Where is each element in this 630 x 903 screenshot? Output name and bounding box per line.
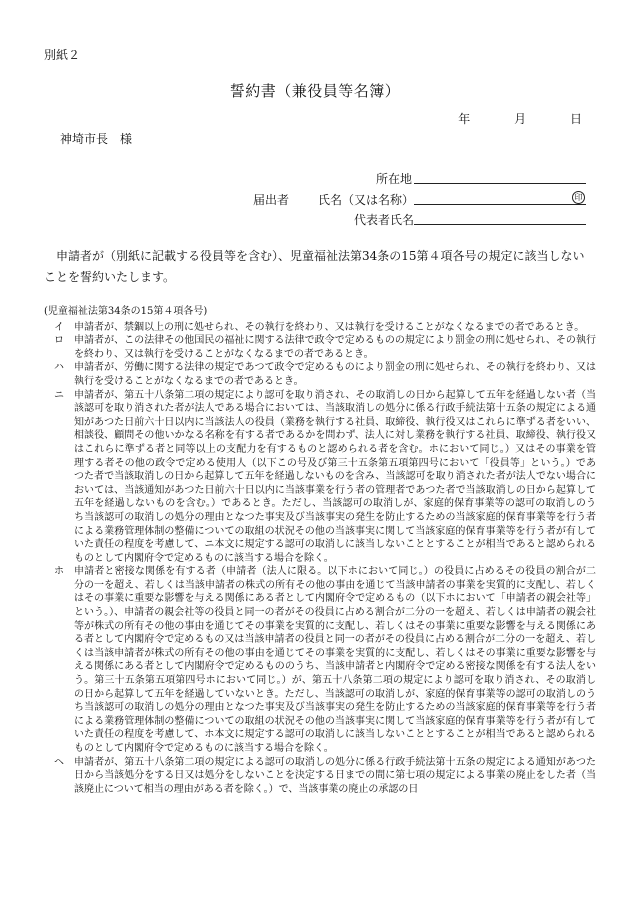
provision-text: 申請者が、労働に関する法律の規定であつて政令で定めるものにより罰金の刑に処せられ、その執行を終わり、又は執行を受けることがなくなるまでの者であるとき。 bbox=[74, 362, 596, 387]
provision-text: 申請者が、第五十八条第二項の規定により認可を取り消され、その取消しの日から起算して五年を経過しない者（当該認可を取り消された者が法人である場合においては、当該取消しの処分に係る行政手続法第十五条の規定による通知があつた日前六十日以内に当該法人の役員（業務を執行する社員、取締役、執行役又はこれらに準ずる者をいい、相談役、顧問その他いかなる名称を有する者であるかを問わず、法人に対し業務を執行する社員、取締役、執行役又はこれらに準ずる者と同等以上の支配力を有するものと認められる者を含む。ホにおいて同じ。）又はその事業を管理する者その他の政令で定める使用人（以下この号及び第三十五条第五項第四号において「役員等」という。）であつた者で当該取消しの日から起算して五年を経過しないものを含み、当該認可を取り消された者が法人でない場合においては、当該通知があつた日前六十日以内に当該事業を行う者の管理者であつた者で当該取消しの日から起算して五年を経過しないものを含む。）であるとき。ただし、当該認可の取消しが、家庭的保育事業等の認可の取消しのうち当該認可の取消しの処分の理由となつた事実及び当該事実の発生を防止するための当該家庭的保育事業等を行う者による業務管理体制の整備についての取組の状況その他の当該事実に関して当該家庭的保育事業等を行う者が有していた責任の程度を考慮して、ニ本文に規定する認可の取消しに該当しないこととすることが相当であると認められるものとして内閣府令で定めるものに該当する場合を除く。 bbox=[74, 389, 596, 564]
provision-item bbox=[44, 321, 596, 335]
declaration-text: 申請者が（別紙に記載する役員等を含む）、児童福祉法第34条の15第４項各号の規定に該当しないことを誓約いたします。 bbox=[44, 249, 585, 284]
document-title: 誓約書（兼役員等名簿） bbox=[229, 82, 401, 100]
date-month: 月 bbox=[514, 112, 527, 126]
provision-text: 申請者が、禁錮以上の刑に処せられ、その執行を終わり、又は執行を受けることがなくなるまでの者であるとき。 bbox=[74, 321, 585, 333]
date-year: 年 bbox=[458, 112, 471, 126]
name-field[interactable] bbox=[414, 204, 586, 205]
provision-marker: ハ bbox=[54, 362, 64, 374]
provision-item bbox=[44, 565, 596, 755]
provision-text: 申請者が、この法律その他国民の福祉に関する法律で政令で定めるものの規定により罰金の刑に処せられ、その執行を終わり、又は執行を受けることがなくなるまでの者であるとき。 bbox=[74, 335, 596, 360]
address-field[interactable] bbox=[414, 183, 586, 184]
representative-field[interactable] bbox=[414, 224, 586, 225]
provisions-heading: (児童福祉法第34条の15第４項各号) bbox=[44, 306, 208, 317]
date-line bbox=[436, 110, 582, 127]
provision-item bbox=[44, 389, 596, 566]
address-label: 所在地 bbox=[376, 172, 413, 186]
provision-marker: ホ bbox=[54, 566, 64, 578]
provision-marker: ヘ bbox=[54, 756, 64, 768]
provision-text: 申請者が、第五十八条第二項の規定による認可の取消しの処分に係る行政手続法第十五条の規定による通知があつた日から当該処分をする日又は処分をしないことを決定する日までの間に第七項の規定による事業の廃止をした者（当該廃止について相当の理由がある者を除く。）で、当該事業の廃止の承認の日 bbox=[74, 756, 596, 795]
attachment-label: 別紙２ bbox=[44, 48, 81, 62]
provision-item bbox=[44, 334, 596, 361]
provision-item bbox=[44, 756, 596, 797]
provision-marker: イ bbox=[54, 321, 64, 333]
date-day: 日 bbox=[569, 112, 582, 126]
provision-marker: ロ bbox=[54, 335, 64, 347]
name-label: 氏名（又は名称） bbox=[318, 193, 415, 207]
provision-marker: ニ bbox=[54, 389, 64, 401]
notifier-label: 届出者 bbox=[253, 193, 290, 207]
addressee: 神埼市長 様 bbox=[60, 132, 133, 146]
seal-mark: 印 bbox=[572, 191, 585, 204]
provision-item bbox=[44, 361, 596, 388]
provisions-section bbox=[44, 305, 596, 796]
representative-label: 代表者氏名 bbox=[354, 213, 415, 227]
provision-text: 申請者と密接な関係を有する者（申請者（法人に限る。以下ホにおいて同じ。）の役員に占めるその役員の割合が二分の一を超え、若しくは当該申請者の株式の所有その他の事由を通じて当該申請者の事業を実質的に支配し、若しくはその事業に重要な影響を与える関係にある者として内閣府令で定めるもの（以下ホにおいて「申請者の親会社等」という。）、申請者の親会社等の役員と同一の者がその役員に占める割合が二分の一を超え、若しくは申請者の親会社等が株式の所有その他の事由を通じてその事業を実質的に支配し、若しくはその事業に重要な影響を与える関係にある者として内閣府令で定めるもの又は当該申請者の役員と同一の者がその役員に占める割合が二分の一を超え、若しくは当該申請者が株式の所有その他の事由を通じてその事業を実質的に支配し、若しくはその事業に重要な影響を与える関係にある者として内閣府令で定めるもののうち、当該申請者と内閣府令で定める密接な関係を有する法人をいう。第三十五条第五項第四号ホにおいて同じ。）が、第五十八条第二項の規定により認可を取り消され、その取消しの日から起算して五年を経過していないとき。ただし、当該認可の取消しが、家庭的保育事業等の認可の取消しのうち当該認可の取消しの処分の理由となつた事実及び当該事実の発生を防止するための当該家庭的保育事業等を行う者による業務管理体制の整備についての取組の状況その他の当該事実に関して当該家庭的保育事業等を行う者が有していた責任の程度を考慮して、ホ本文に規定する認可の取消しに該当しないこととすることが相当であると認められるものとして内閣府令で定めるものに該当する場合を除く。 bbox=[74, 566, 596, 754]
